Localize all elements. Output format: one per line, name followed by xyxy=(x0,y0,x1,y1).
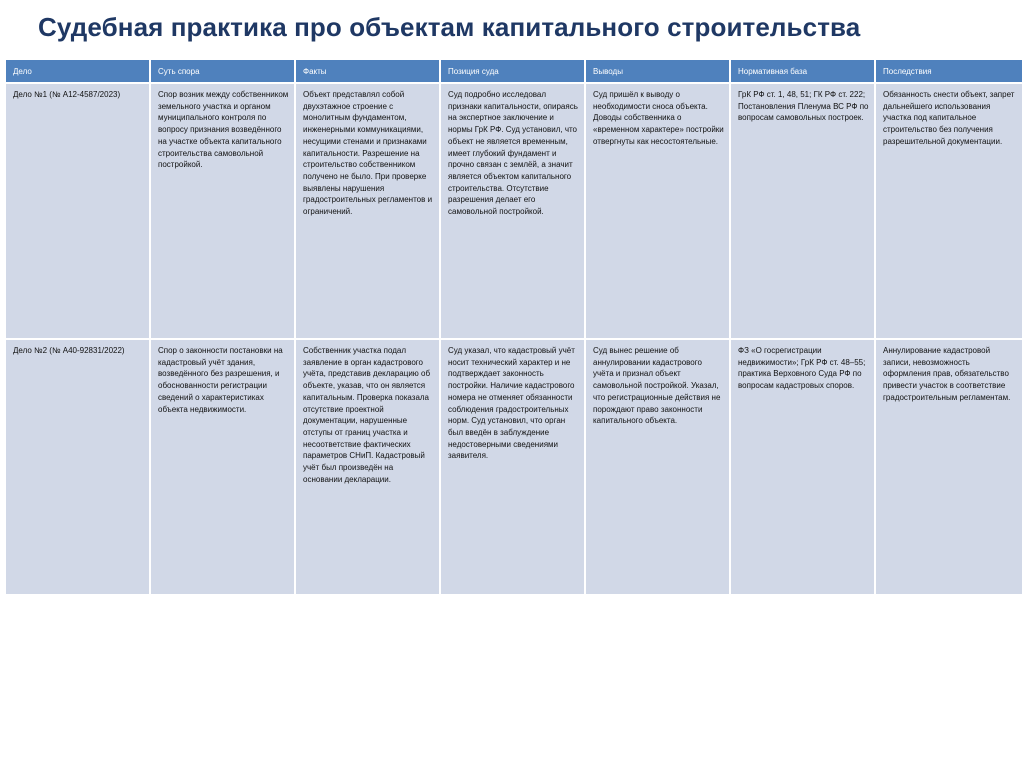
table-row xyxy=(6,340,1022,596)
cell-dispute-essence: Спор возник между собственником земельного участка и органом муниципального контроля по вопросу признания возведённого на участке объекта капитального строительства самовольной постройкой. xyxy=(151,84,294,340)
header-conclusions: Выводы xyxy=(586,60,729,84)
header-facts: Факты xyxy=(296,60,439,84)
cell-case: Дело №2 (№ А40-92831/2022) xyxy=(6,340,149,596)
header-consequences: Последствия xyxy=(876,60,1022,84)
header-legal-basis: Нормативная база xyxy=(731,60,874,84)
court-practice-table xyxy=(4,60,1024,596)
page-title: Судебная практика про объектам капитального строительства xyxy=(38,12,861,42)
cell-facts: Объект представлял собой двухэтажное строение с монолитным фундаментом, инженерными коммуникациями, несущими стенами и признаками капитальности. Разрешение на строительство собственником получено не было. При проверке выявлены нарушения градостроительных регламентов и ограничений. xyxy=(296,84,439,340)
header-case: Дело xyxy=(6,60,149,84)
cell-court-position: Суд указал, что кадастровый учёт носит технический характер и не подтверждает законность постройки. Наличие кадастрового номера не отменяет обязанности соблюдения градостроительных норм. Суд установил, что орган был введён в заблуждение недостоверными сведениями заявителя. xyxy=(441,340,584,596)
cell-facts: Собственник участка подал заявление в орган кадастрового учёта, представив декларацию об объекте, указав, что он является капитальным. Проверка показала отсутствие проектной документации, нарушенные отступы от границ участка и несоответствие фактических параметров СНиП. Кадастровый учёт был произведён на основании декларации. xyxy=(296,340,439,596)
cell-court-position: Суд подробно исследовал признаки капитальности, опираясь на экспертное заключение и нормы ГрК РФ. Суд установил, что объект не является временным, имеет глубокий фундамент и прочно связан с землёй, а значит является объектом капитального строительства. Отсутствие разрешения делает его самовольной постройкой. xyxy=(441,84,584,340)
cell-consequences: Аннулирование кадастровой записи, невозможность оформления прав, обязательство привести участок в соответствие градостроительным регламентам. xyxy=(876,340,1022,596)
header-dispute-essence: Суть спора xyxy=(151,60,294,84)
cell-conclusions: Суд пришёл к выводу о необходимости сноса объекта. Доводы собственника о «временном характере» постройки отвергнуты как несостоятельные. xyxy=(586,84,729,340)
table-row xyxy=(6,84,1022,340)
cell-case: Дело №1 (№ А12-4587/2023) xyxy=(6,84,149,340)
cell-conclusions: Суд вынес решение об аннулировании кадастрового учёта и признал объект самовольной постройкой. Указал, что регистрационные действия не порождают право законности капитального объекта. xyxy=(586,340,729,596)
table-header-row xyxy=(6,60,1022,84)
cell-dispute-essence: Спор о законности постановки на кадастровый учёт здания, возведённого без разрешения, и обоснованности регистрации сведений о характеристиках объекта недвижимости. xyxy=(151,340,294,596)
cell-legal-basis: ГрК РФ ст. 1, 48, 51; ГК РФ ст. 222; Постановления Пленума ВС РФ по вопросам самовольных построек. xyxy=(731,84,874,340)
header-court-position: Позиция суда xyxy=(441,60,584,84)
cell-consequences: Обязанность снести объект, запрет дальнейшего использования участка под капитальное строительство без получения разрешительной документации. xyxy=(876,84,1022,340)
cell-legal-basis: ФЗ «О госрегистрации недвижимости»; ГрК РФ ст. 48–55; практика Верховного Суда РФ по вопросам кадастровых споров. xyxy=(731,340,874,596)
